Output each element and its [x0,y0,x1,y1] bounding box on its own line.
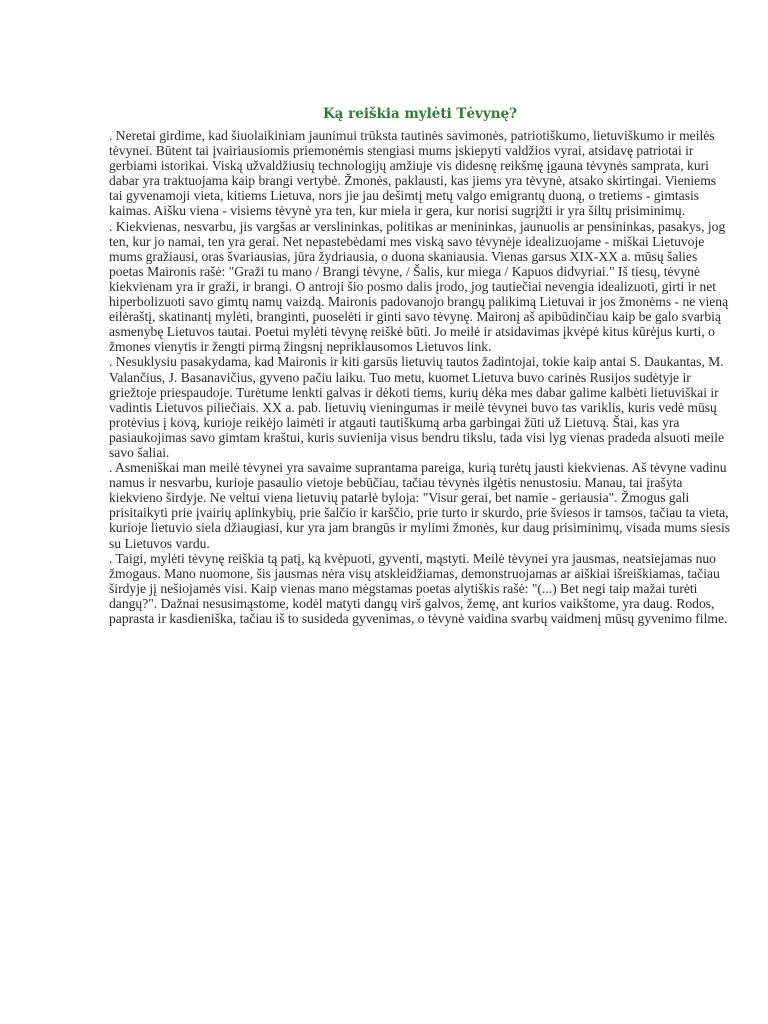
paragraph-1: . Neretai girdime, kad šiuolaikiniam jaunimui trūksta tautinės savimonės, patriotiškumo, lietuviškumo ir meilės tėvynei. Būtent tai įvairiausiomis priemonėmis stengiasi mums įskiepyti valdžios vyrai, atsidavę patriotai ir gerbiami istorikai. Viską užvaldžiusių technologijų amžiuje vis didesnę reikšmę įgauna tėvynės samprata, kuri dabar yra traktuojama kaip brangi vertybė. Žmonės, paklausti, kas jiems yra tėvynė, atsako skirtingai. Vieniems tai gyvenamoji vieta, kitiems Lietuva, nors jie jau dešimtį metų valgo emigrantų duoną, o tretiems - gimtasis kaimas. Aišku viena - visiems tėvynė yra ten, kur miela ir gera, kur norisi sugrįžti ir yra šiltų prisiminimų. [109,128,717,219]
paragraph-4: . Asmeniškai man meilė tėvynei yra savaime suprantama pareiga, kurią turėtų jausti kiekvienas. Aš tėvyne vadinu namus ir nesvarbu, kurioje pasaulio vietoje bebūčiau, tačiau tėvynės ilgėtis nenustosiu. Manau, tai įrašyta kiekvieno širdyje. Ne veltui viena lietuvių patarlė byloja: "Visur gerai, bet namie - geriausia". Žmogus gali prisitaikyti prie įvairių aplinkybių, prie šalčio ir karščio, prie turto ir skurdo, prie šviesos ir tamsos, tačiau ta vieta, kurioje lietuvio siela džiaugiasi, kur yra jam brangūs ir mylimi žmonės, kur daug prisiminimų, visada mums siesis su Lietuvos vardu. [109,460,731,551]
document-page [109,104,731,626]
document-title: Ką reiškia mylėti Tėvynę? [322,106,518,122]
paragraph-3: . Nesuklysiu pasakydama, kad Maironis ir kiti garsūs lietuvių tautos žadintojai, tokie kaip antai S. Daukantas, M. Valančius, J. Basanavičius, gyveno pačiu laiku. Tuo metu, kuomet Lietuva buvo carinės Rusijos sudėtyje ir griežtoje priespaudoje. Turėtume lenkti galvas ir dėkoti tiems, kurių dėka mes dabar galime kalbėti lietuviškai ir vadintis Lietuvos piliečiais. XX a. pab. lietuvių vieningumas ir meilė tėvynei buvo tas variklis, kuris vedė mūsų protėvius į kovą, kurioje reikėjo laimėti ir atgauti tautiškumą arba garbingai žūti už Lietuvą. Štai, kas yra pasiaukojimas savo gimtam kraštui, kuris suvienija visus bendru tikslu, tada visi lyg vienas pradeda alsuoti meile savo šaliai. [109,354,725,460]
paragraph-5: . Taigi, mylėti tėvynę reiškia tą patį, ką kvėpuoti, gyventi, mąstyti. Meilė tėvynei yra jausmas, neatsiejamas nuo žmogaus. Mano nuomone, šis jausmas nėra visų atskleidžiamas, demonstruojamas ar aiškiai išreiškiamas, tačiau širdyje jį nešiojamės visi. Kaip vienas mano mėgstamas poetas alytiškis rašė: "(...) Bet negi taip mažai turėti dangų?". Dažnai nesusimąstome, kodėl matyti dangų virš galvos, žemę, ant kurios vaikštome, yra daug. Rodos, paprasta ir kasdieniška, tačiau iš to susideda gyvenimas, o tėvynė vaidina svarbų vaidmenį mūsų gyvenimo filme. [109,550,728,626]
paragraph-2: . Kiekvienas, nesvarbu, jis vargšas ar verslininkas, politikas ar menininkas, jaunuolis ar pensininkas, pasakys, jog ten, kur jo namai, ten yra gerai. Net nepastebėdami mes viską savo tėvynėje idealizuojame - miškai Lietuvoje mums gražiausi, oras švariausias, jūra žydriausia, o duona skaniausia. Vienas garsus XIX-XX a. mūsų šalies poetas Maironis rašė: "Graži tu mano / Brangi tėvyne, / Šalis, kur miega / Kapuos didvyriai." Iš tiesų, tėvynė kiekvienam yra ir graži, ir brangi. O antroji šio posmo dalis įrodo, jog tautiečiai nevengia idealizuoti, girti ir net hiperbolizuoti savo gimtų namų vaizdą. Maironis padovanojo brangų palikimą Lietuvai ir jos žmonėms - ne vieną eilėraštį, skatinantį mylėti, branginti, puoselėti ir ginti savo tėvynę. Maironį aš apibūdinčiau kaip be galo svarbią asmenybę Lietuvos tautai. Poetui mylėti tėvynę reiškė būti. Jo meilė ir atsidavimas įkvėpė kitus kūrėjus kurti, o žmones vienytis ir žengti pirmą žingsnį nepriklausomos Lietuvos link. [109,218,729,355]
